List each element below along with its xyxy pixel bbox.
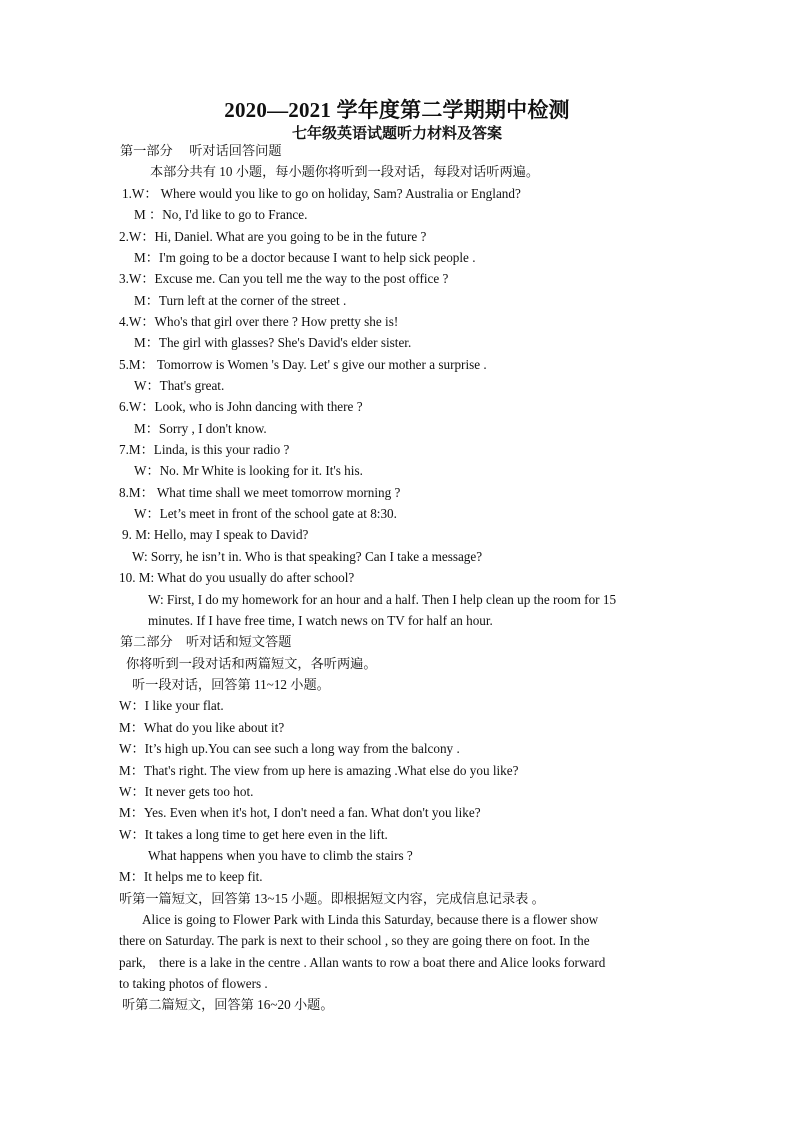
dialogue-line: M：That's right. The view from up here is amazing .What else do you like?: [119, 763, 519, 778]
dialogue-line: M：What do you like about it?: [119, 720, 285, 735]
dialogue-line: 2.W：Hi, Daniel. What are you going to be in the future ?: [119, 229, 427, 244]
dialogue-line: M：I'm going to be a doctor because I want to help sick people .: [134, 250, 476, 265]
dialogue-line: M：Yes. Even when it's hot, I don't need a fan. What don't you like?: [119, 805, 481, 820]
section-heading: 第一部分 听对话回答问题: [120, 143, 282, 158]
dialogue-line: W：It’s high up.You can see such a long way from the balcony .: [119, 741, 460, 756]
dialogue-line: W：Let’s meet in front of the school gate at 8:30.: [134, 506, 397, 521]
document-title: 2020—2021 学年度第二学期期中检测: [224, 98, 570, 122]
dialogue-line: M：It helps me to keep fit.: [119, 869, 263, 884]
dialogue-line: M ：No, I'd like to go to France.: [134, 207, 308, 222]
dialogue-line: W: First, I do my homework for an hour and a half. Then I help clean up the room for 15: [148, 592, 617, 607]
dialogue-line: 10. M: What do you usually do after school?: [119, 570, 355, 585]
dialogue-line: 3.W：Excuse me. Can you tell me the way to the post office ?: [119, 271, 449, 286]
dialogue-line: M：Turn left at the corner of the street .: [134, 293, 347, 308]
dialogue-line: W：That's great.: [134, 378, 225, 393]
dialogue-line: 8.M： What time shall we meet tomorrow morning ?: [119, 485, 401, 500]
dialogue-line: W：No. Mr White is looking for it. It's his.: [134, 463, 363, 478]
dialogue-line: W: Sorry, he isn’t in. Who is that speaking? Can I take a message?: [132, 549, 483, 564]
dialogue-line: What happens when you have to climb the stairs ?: [148, 848, 413, 863]
dialogue-line: 9. M: Hello, may I speak to David?: [122, 527, 309, 542]
dialogue-line: 7.M：Linda, is this your radio ?: [119, 442, 290, 457]
instruction-line: 你将听到一段对话和两篇短文，各听两遍。: [126, 656, 377, 671]
dialogue-line: 6.W：Look, who is John dancing with there ?: [119, 399, 363, 414]
instruction-line: 听一段对话，回答第 11~12 小题。: [132, 677, 330, 692]
dialogue-line: W：I like your flat.: [119, 698, 224, 713]
passage-line: there on Saturday. The park is next to their school , so they are going there on foot. In the: [119, 933, 590, 948]
document-subtitle: 七年级英语试题听力材料及答案: [291, 126, 502, 142]
dialogue-line: minutes. If I have free time, I watch news on TV for half an hour.: [148, 613, 493, 628]
dialogue-line: 1.W： Where would you like to go on holiday, Sam? Australia or England?: [122, 186, 521, 201]
dialogue-line: 5.M： Tomorrow is Women 's Day. Let' s give our mother a surprise .: [119, 357, 487, 372]
dialogue-line: 4.W：Who's that girl over there ? How pretty she is!: [119, 314, 399, 329]
passage-line: to taking photos of flowers .: [119, 976, 268, 991]
passage-line: Alice is going to Flower Park with Linda this Saturday, because there is a flower show: [142, 912, 599, 927]
dialogue-line: M：Sorry , I don't know.: [134, 421, 267, 436]
dialogue-line: W：It never gets too hot.: [119, 784, 254, 799]
section-heading: 第二部分 听对话和短文答题: [120, 634, 292, 649]
passage-line: park, there is a lake in the centre . Allan wants to row a boat there and Alice looks forward: [119, 955, 606, 970]
instruction-line: 本部分共有 10 小题，每小题你将听到一段对话，每段对话听两遍。: [150, 164, 540, 179]
instruction-line: 听第二篇短文，回答第 16~20 小题。: [122, 997, 334, 1012]
dialogue-line: W：It takes a long time to get here even in the lift.: [119, 827, 388, 842]
dialogue-line: M：The girl with glasses? She's David's elder sister.: [134, 335, 412, 350]
instruction-line: 听第一篇短文，回答第 13~15 小题。即根据短文内容，完成信息记录表 。: [119, 891, 545, 906]
